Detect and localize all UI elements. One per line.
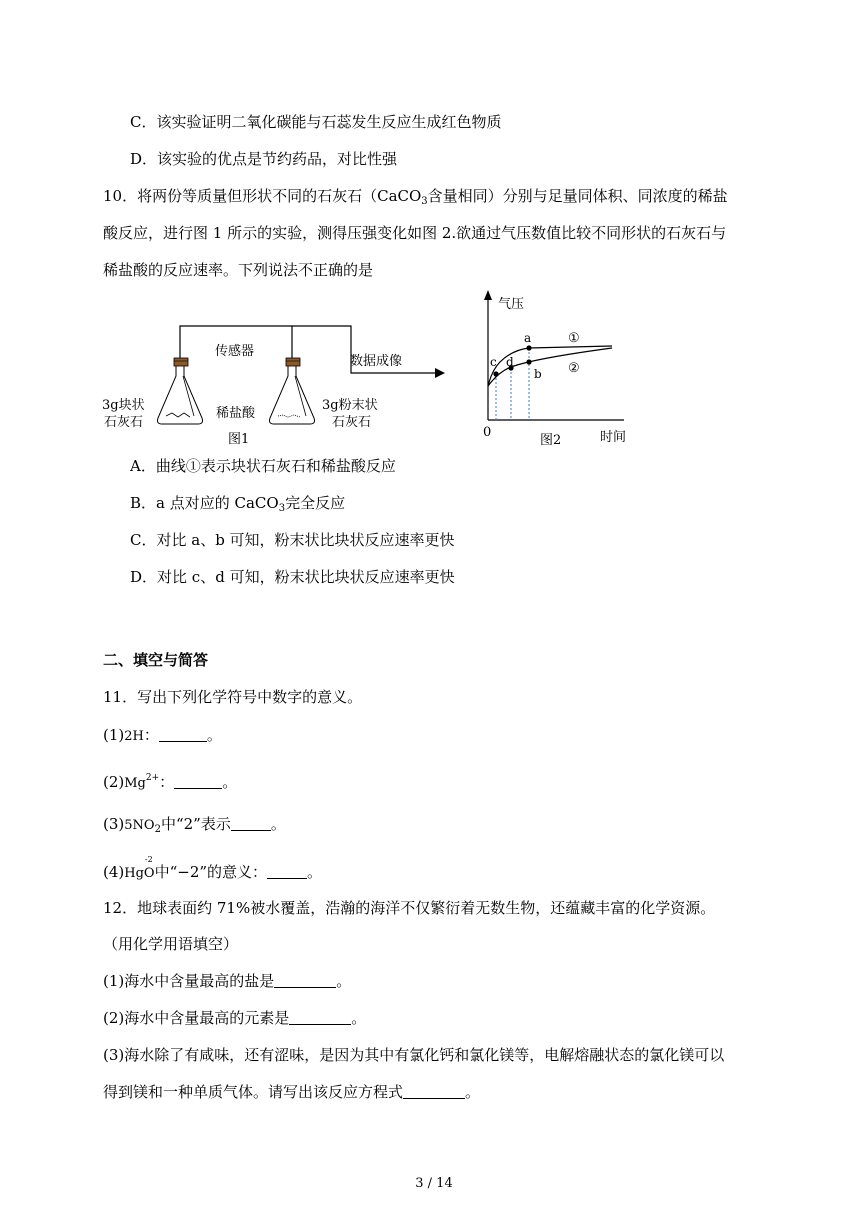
page-number: 3 / 14 (415, 1176, 453, 1191)
q10-option-b-text-a: B．a 点对应的 CaCO (130, 494, 279, 512)
q11-part-1-symbol: 2H (124, 729, 144, 744)
figure-2-pressure-graph (478, 286, 638, 448)
figure-1-caption: 图1 (228, 432, 250, 447)
q12-part-1-end: 。 (336, 972, 352, 990)
q11-part-1-number: (1) (103, 726, 125, 744)
figure-2-caption: 图2 (540, 433, 562, 448)
q10-stem-subscript: 3 (421, 196, 428, 207)
q9-option-c: C．该实验证明二氧化碳能与石蕊发生反应生成红色物质 (130, 113, 502, 131)
point-c-label: c (490, 355, 497, 369)
q11-part-3-symbol: 5NO (124, 818, 155, 833)
point-b-label: b (534, 367, 542, 381)
q11-part-2-superscript: 2+ (145, 773, 160, 783)
q11-part-4-number: (4) (103, 863, 125, 881)
q11-part-1 (103, 725, 222, 747)
q11-part-4-oxygen (143, 855, 155, 884)
q12-part-2-text: (2)海水中含量最高的元素是 (103, 1009, 290, 1027)
curve-1-label: ① (568, 331, 580, 346)
q11-part-3-number: (3) (103, 815, 125, 833)
q11-part-4-valence: -2 (144, 855, 153, 864)
q12-part-1 (103, 971, 351, 991)
q11-part-3-text: 中“2”表示 (160, 815, 231, 833)
time-axis-label: 时间 (600, 430, 627, 445)
q11-part-2-blank[interactable] (174, 774, 222, 789)
q11-part-1-blank[interactable] (159, 727, 207, 742)
q11-part-2-symbol: Mg (124, 776, 146, 791)
q10-option-a: A．曲线①表示块状石灰石和稀盐酸反应 (130, 457, 396, 475)
q11-part-1-end: 。 (206, 726, 222, 744)
q10-stem-line2: 酸反应，进行图 1 所示的实验，测得压强变化如图 2.欲通过气压数值比较不同形状的石灰石与 (103, 224, 727, 242)
q12-part-1-blank[interactable] (274, 973, 336, 988)
q11-part-4-symbol-o: O (143, 866, 155, 881)
q10-stem-line1 (103, 186, 728, 212)
q12-part-3-line1: (3)海水除了有咸味，还有涩味，是因为其中有氯化钙和氯化镁等，电解熔融状态的氯化镁可以 (103, 1046, 725, 1064)
q10-stem-text-a: 10．将两份等质量但形状不同的石灰石（CaCO (103, 187, 422, 205)
dilute-hcl-label: 稀盐酸 (216, 406, 256, 421)
q11-part-3-subscript: 2 (154, 824, 161, 835)
sensor-label: 传感器 (215, 344, 255, 359)
figure-1-apparatus (100, 318, 445, 453)
q11-part-3-end: 。 (270, 815, 286, 833)
data-imaging-label: 数据成像 (350, 354, 403, 369)
q11-part-4-text: 中“−2”的意义： (154, 863, 268, 881)
q9-option-d: D．该实验的优点是节约药品，对比性强 (130, 150, 398, 168)
q11-part-4-blank[interactable] (267, 864, 307, 879)
q12-part-3-blank[interactable] (403, 1084, 465, 1099)
q11-part-2-end: 。 (222, 773, 238, 791)
powder-limestone-label-2: 石灰石 (332, 415, 372, 430)
q11-stem: 11．写出下列化学符号中数字的意义。 (103, 688, 363, 706)
q12-part-2 (103, 1008, 366, 1028)
q10-option-b (130, 493, 345, 519)
q12-part-3-line2 (103, 1082, 480, 1102)
q12-part-3-end: 。 (465, 1083, 481, 1101)
q11-part-2-colon: ： (159, 773, 175, 791)
q12-stem: 12．地球表面约 71%被水覆盖，浩瀚的海洋不仅繁衍着无数生物，还蕴藏丰富的化学资源。 (103, 899, 716, 917)
q12-note: （用化学用语填空） (103, 935, 239, 953)
pressure-axis-label: 气压 (498, 297, 525, 312)
q11-part-4-end: 。 (307, 863, 323, 881)
point-d-label: d (506, 355, 514, 369)
q11-part-4-symbol-hg: Hg (124, 866, 144, 881)
q10-option-d: D．对比 c、d 可知，粉末状比块状反应速率更快 (130, 568, 455, 586)
q11-part-1-colon: ： (143, 726, 159, 744)
q10-stem-line3: 稀盐酸的反应速率。下列说法不正确的是 (103, 261, 374, 279)
lump-limestone-label-1: 3g块状 (102, 398, 145, 413)
point-a-label: a (524, 331, 532, 345)
q11-part-3 (103, 814, 286, 840)
curve-2-label: ② (568, 361, 580, 376)
q12-part-1-text: (1)海水中含量最高的盐是 (103, 972, 275, 990)
section-heading: 二、填空与简答 (103, 651, 209, 669)
q11-part-2 (103, 768, 237, 794)
q11-part-3-blank[interactable] (231, 816, 271, 831)
q10-option-b-subscript: 3 (278, 503, 286, 514)
powder-limestone-label-1: 3g粉末状 (322, 398, 378, 413)
q11-part-2-number: (2) (103, 773, 125, 791)
q10-option-b-text-b: 完全反应 (285, 494, 346, 512)
lump-limestone-label-2: 石灰石 (104, 415, 144, 430)
q12-part-2-blank[interactable] (289, 1010, 351, 1025)
q12-part-2-end: 。 (351, 1009, 367, 1027)
q10-option-c: C．对比 a、b 可知，粉末状比块状反应速率更快 (130, 531, 455, 549)
q12-part-3-text: 得到镁和一种单质气体。请写出该反应方程式 (103, 1083, 404, 1101)
q11-part-4 (103, 855, 323, 884)
q10-stem-text-b: 含量相同）分别与足量同体积、同浓度的稀盐 (427, 187, 728, 205)
origin-label: 0 (483, 425, 492, 440)
